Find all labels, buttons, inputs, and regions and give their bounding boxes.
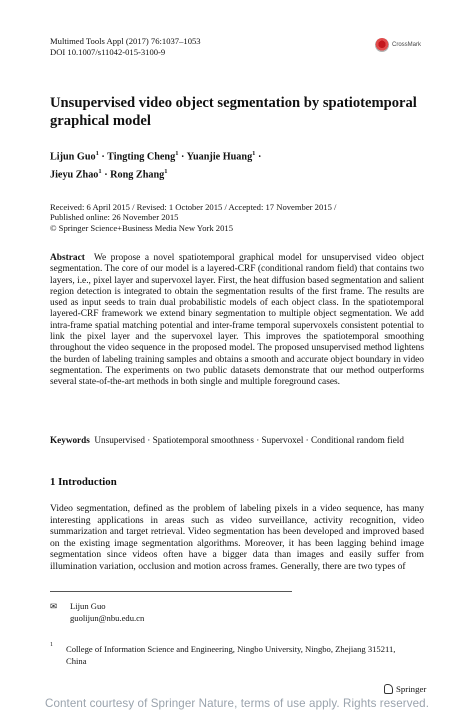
- section-heading-introduction: 1 Introduction: [50, 476, 117, 488]
- affiliation-line-1: College of Information Science and Engineering, Ningbo University, Ningbo, Zhejiang 315211,: [66, 644, 396, 654]
- abstract-text: We propose a novel spatiotemporal graphical model for unsupervised video object segmentation. The core of our model is a layered-CRF (conditional random field) that contains two layers, i.e., pixel layer and supervoxel layer. First, the heat diffusion based segmentation and salient region detection is integrated to obtain the segmentation results of the first frame. The results are used as input seeds to train dual probabilistic models of each object class. In the spatiotemporal layered-CRF framework we extend binary segmentation to multiple object segmentation. We add intra-frame spatial matching potential and inter-frame temporal supervoxels consistent potential to link the pixel layer and the supervoxel layer. This improves the spatiotemporal smoothing throughout the video sequence in the proposed model. The proposed unsupervised method lightens the burden of labeling training samples and obtains a smooth and accurate object boundary in video segmentation. The experiments on two public datasets demonstrate that our method outperforms several state-of-the-art methods in both single and multiple foreground cases.: [50, 253, 425, 388]
- corresponding-author-name: Lijun Guo: [70, 601, 106, 611]
- received-revised-accepted: Received: 6 April 2015 / Revised: 1 October 2015 / Accepted: 17 November 2015 /: [50, 202, 337, 212]
- author-line-1: [50, 146, 430, 164]
- journal-header: [50, 36, 201, 58]
- crossmark-badge[interactable]: [375, 38, 435, 52]
- author-name[interactable]: Lijun Guo: [50, 151, 96, 163]
- footnote-divider: [50, 591, 292, 592]
- author-name[interactable]: Jieyu Zhao: [50, 169, 99, 181]
- abstract: [50, 253, 424, 389]
- copyright: © Springer Science+Business Media New York 2015: [50, 222, 233, 233]
- keywords: [50, 435, 430, 446]
- author-line-2: [50, 164, 430, 182]
- introduction-text: Video segmentation, defined as the problem of labeling pixels in a video sequence, has many interesting applications in areas such as video surveillance, activity recognition, video summarization and target retrieval. Video segmentation has been developed and improved based on the existing image segmentation algorithms. Moreover, it has been lagging behind image segmentation since videos often have a bigger data than images and easily suffer from illumination variation, occlusion and motion across frames. Generally, there are two types of: [50, 503, 424, 572]
- keywords-list: Unsupervised · Spatiotemporal smoothness · Supervoxel · Conditional random field: [94, 435, 404, 445]
- springer-horse-icon: [384, 684, 393, 694]
- author-name[interactable]: Yuanjie Huang: [186, 151, 253, 163]
- author-separator: ·: [178, 151, 187, 163]
- footnote-number: 1: [50, 642, 53, 648]
- author-name[interactable]: Tingting Cheng: [107, 151, 176, 163]
- doi[interactable]: DOI 10.1007/s11042-015-3100-9: [50, 47, 166, 57]
- crossmark-label: CrossMark: [392, 42, 422, 48]
- affiliation-footnote: [66, 644, 426, 667]
- corresponding-author-email[interactable]: guolijun@nbu.edu.cn: [70, 612, 145, 623]
- corresponding-author: [50, 601, 144, 624]
- author-affiliation-mark: 1: [98, 168, 102, 176]
- author-affiliation-mark: 1: [164, 168, 168, 176]
- journal-citation: Multimed Tools Appl (2017) 76:1037–1053: [50, 36, 201, 46]
- author-separator: ·: [255, 151, 262, 163]
- keywords-label: Keywords: [50, 435, 90, 445]
- content-courtesy-notice: Content courtesy of Springer Nature, terms of use apply. Rights reserved.: [44, 697, 430, 710]
- author-affiliation-mark: 1: [95, 150, 99, 157]
- springer-logo: [384, 684, 426, 694]
- affiliation-line-2: China: [66, 655, 87, 666]
- published-online: Published online: 26 November 2015: [50, 212, 179, 223]
- abstract-label: Abstract: [50, 253, 85, 263]
- author-list: [50, 146, 430, 183]
- publication-dates: [50, 202, 440, 233]
- envelope-icon: ✉: [50, 601, 58, 611]
- crossmark-icon: [375, 38, 389, 52]
- publisher-name: Springer: [396, 684, 427, 694]
- author-name[interactable]: Rong Zhang: [110, 169, 165, 181]
- author-separator: ·: [98, 151, 108, 163]
- author-separator: ·: [101, 169, 111, 181]
- author-affiliation-mark: 1: [252, 150, 256, 157]
- author-affiliation-mark: 1: [175, 150, 179, 157]
- paper-title: Unsupervised video object segmentation by spatiotemporal graphical model: [50, 95, 417, 129]
